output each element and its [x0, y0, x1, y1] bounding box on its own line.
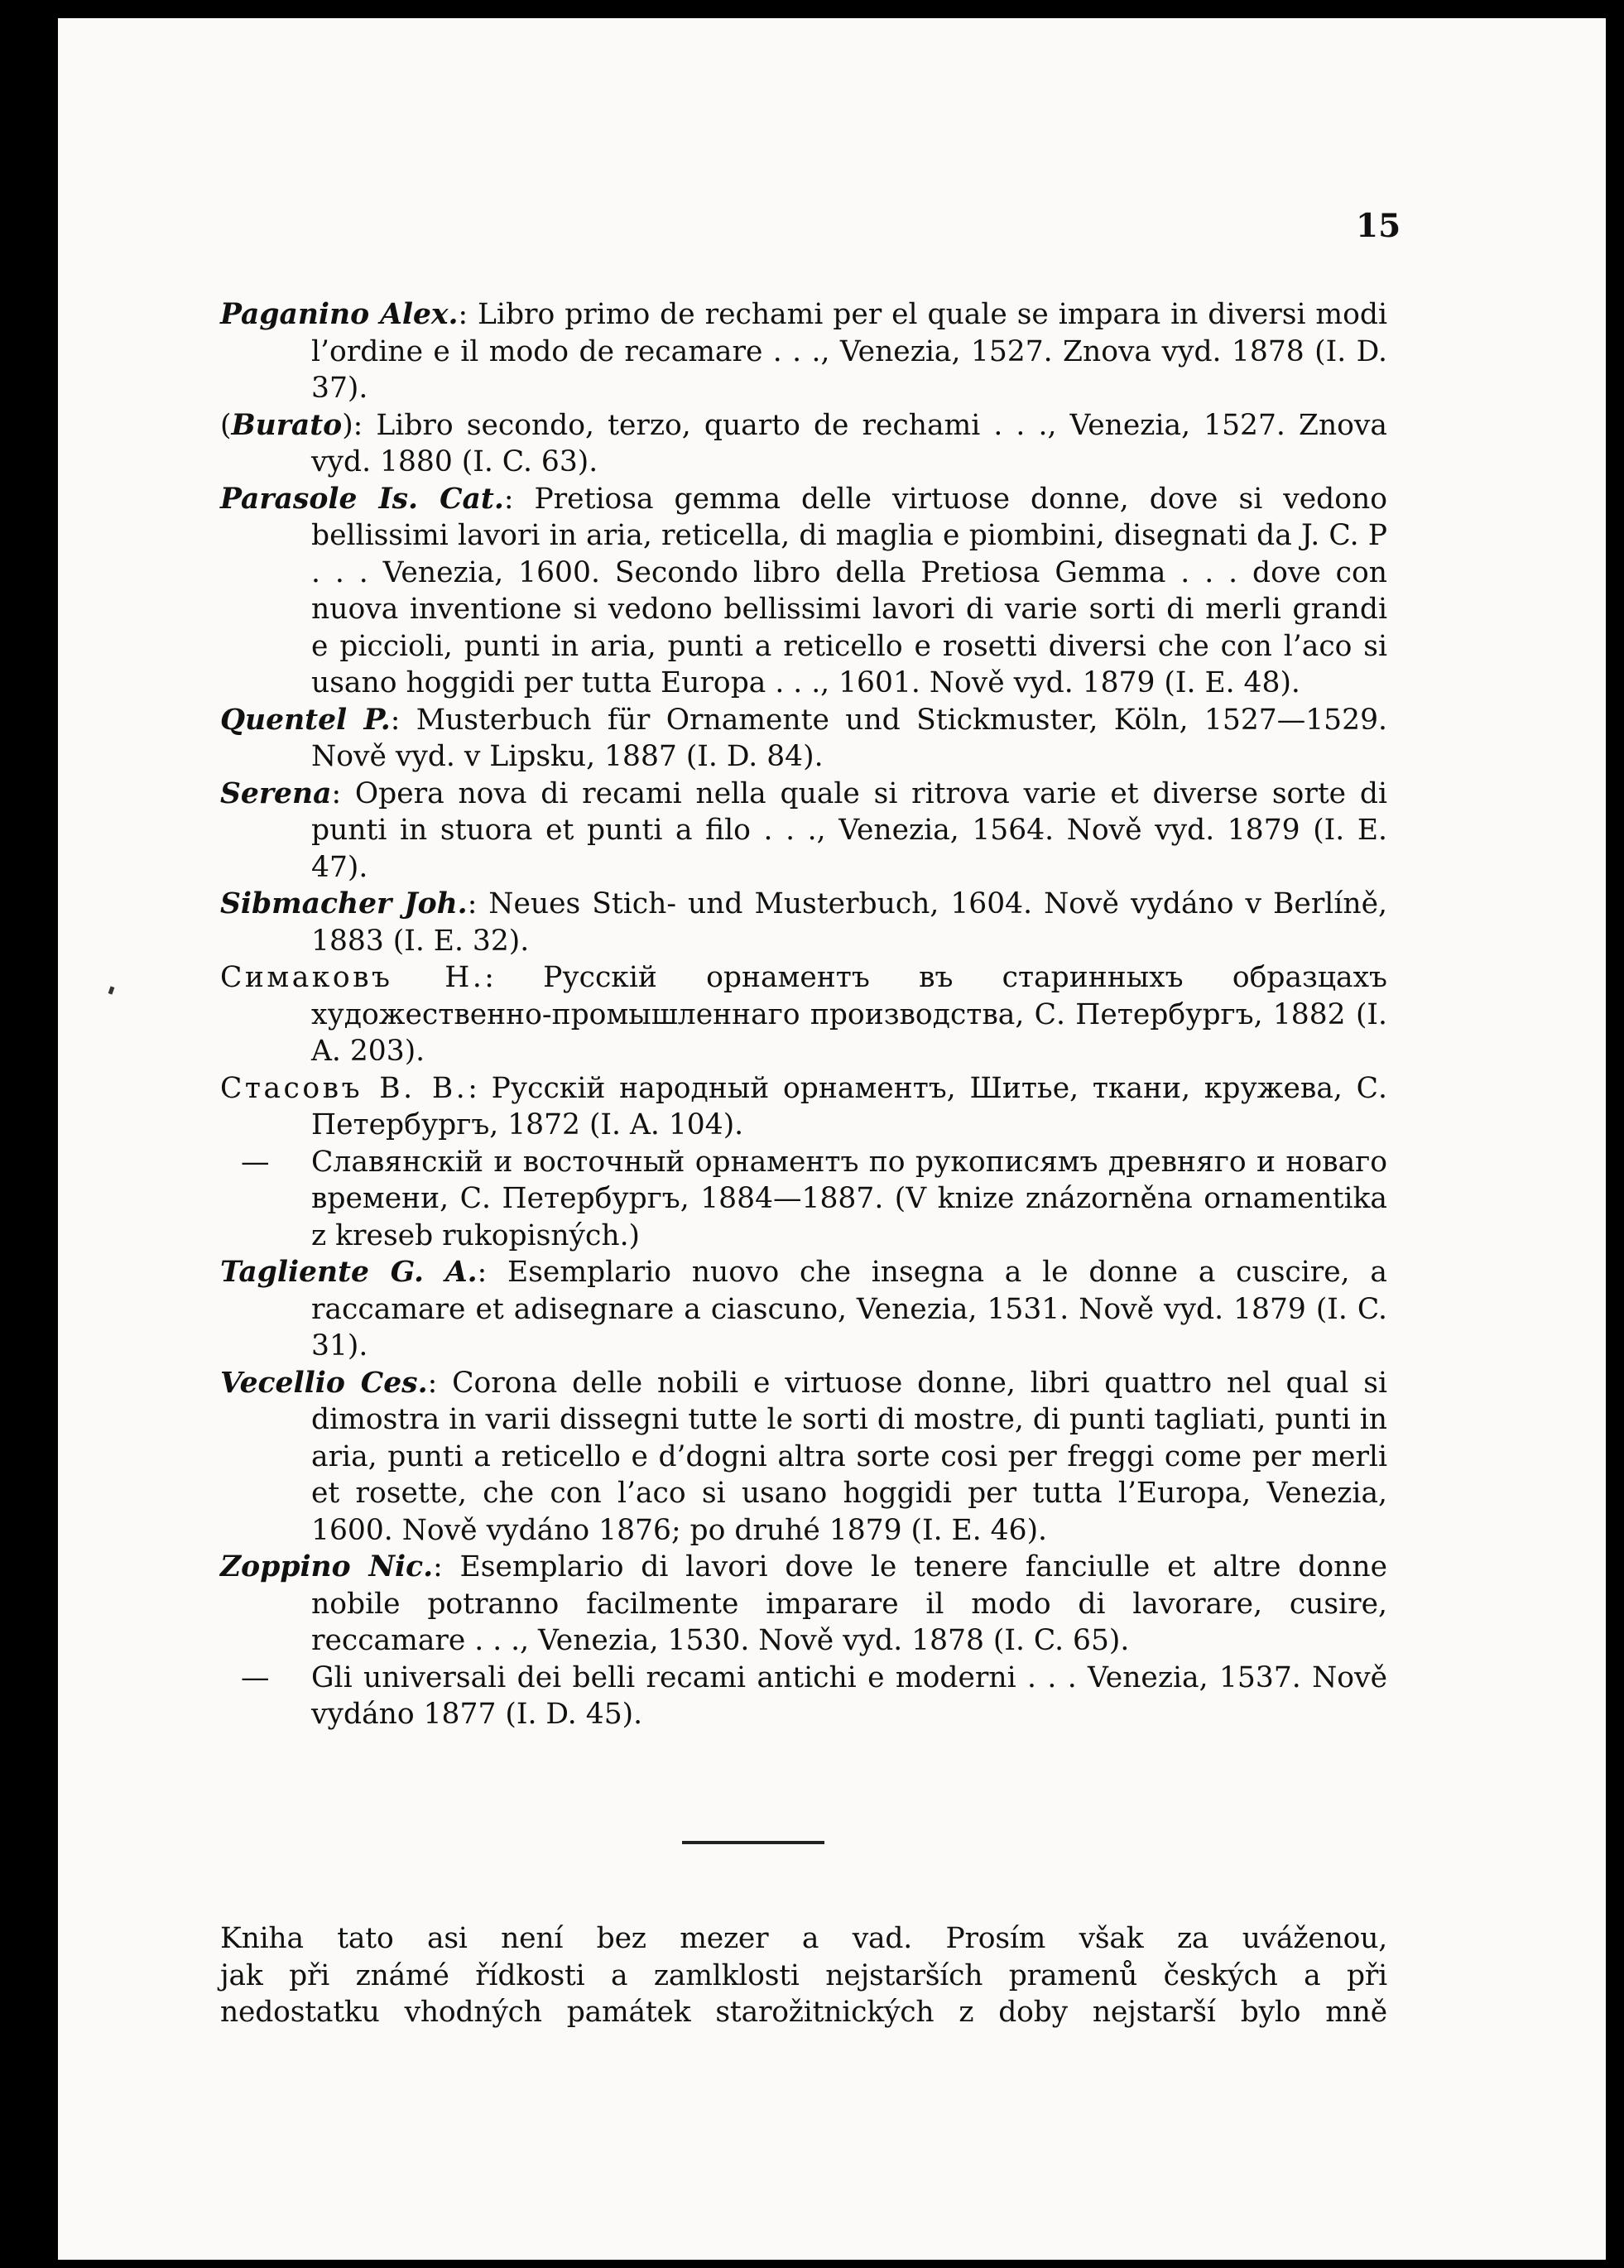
- entry-text: : Русскій орнаментъ въ старинныхъ образцахъ художественно-промышленнаго производства, С. Петербургъ, 1882 (I. A. 203).: [311, 961, 1387, 1068]
- ditto-dash: —: [241, 1145, 270, 1179]
- bibliography-entry: [220, 1070, 1387, 1144]
- entry-author: Paganino Alex.: [220, 298, 459, 331]
- bibliography-list: [220, 296, 1387, 1733]
- entry-text: : Opera nova di recami nella quale si ritrova varie et diverse sorte di punti in stuora et punti a filo . . ., Venezia, 1564. Nově vyd. 1879 (I. E. 47).: [311, 776, 1387, 884]
- page-number: 15: [1356, 207, 1401, 245]
- entry-text: : Libro secondo, terzo, quarto de rechami . . ., Venezia, 1527. Znova vyd. 1880 (I. C. 63).: [311, 408, 1387, 478]
- bibliography-entry: [220, 1144, 1387, 1255]
- ditto-dash: —: [241, 1660, 270, 1694]
- closing-line: jak při známé řídkosti a zamlklosti nejstarších pramenů českých a při: [220, 1958, 1387, 1992]
- entry-author: Стасовъ В. В.: [220, 1071, 468, 1105]
- entry-text: : Corona delle nobili e virtuose donne, libri quattro nel qual si dimostra in varii dissegni tutte le sorti di mostre, di punti tagliati, punti in aria, punti a reticello e d’dogni altra sorte cosi per freggi come per merli et rosette, che con l’aco si usano hoggidi per tutta l’Europa, Venezia, 1600. Nově vydáno 1876; po druhé 1879 (I. E. 46).: [311, 1366, 1387, 1547]
- bibliography-entry: (Burato): Libro secondo, terzo, quarto de rechami . . ., Venezia, 1527. Znova vyd. 1880 (I. C. 63).: [220, 408, 1387, 478]
- entry-author: Zoppino Nic.: [220, 1550, 434, 1583]
- entry-text: : Esemplario nuovo che insegna a le donne a cuscire, a raccamare et adisegnare a ciascuno, Venezia, 1531. Nově vyd. 1879 (I. C. 31).: [311, 1256, 1387, 1362]
- entry-text: : Esemplario di lavori dove le tenere fanciulle et altre donne nobile potranno facilmente imparare il modo di lavorare, cusire, reccamare . . ., Venezia, 1530. Nově vyd. 1878 (I. C. 65).: [311, 1550, 1388, 1657]
- bibliography-entry: [220, 1660, 1387, 1733]
- bibliography-entry: [220, 776, 1387, 887]
- entry-text: : Neues Stich- und Musterbuch, 1604. Nově vydáno v Berlíně, 1883 (I. E. 32).: [311, 887, 1387, 958]
- ink-speck: [108, 986, 115, 994]
- closing-paragraph: [220, 1920, 1387, 2031]
- bibliography-entry: [220, 1549, 1387, 1660]
- entry-text: Славянскій и восточный орнаментъ по рукописямъ древняго и новаго времени, С. Петербургъ, 1884—1887. (V knize znázorněna ornamentika z kreseb rukopisných.): [311, 1145, 1387, 1252]
- bibliography-entry: [220, 702, 1387, 776]
- bibliography-entry: [220, 886, 1387, 959]
- entry-text: : Русскій народный орнаментъ, Шитье, ткани, кружева, С. Петербургъ, 1872 (I. A. 104).: [311, 1071, 1388, 1141]
- bibliography-entry: [220, 481, 1387, 702]
- bibliography-entry: [220, 1254, 1387, 1365]
- book-page: [58, 18, 1606, 2260]
- closing-line: Kniha tato asi není bez mezer a vad. Prosím však za uváženou,: [220, 1922, 1387, 1955]
- bibliography-entry: [220, 296, 1387, 407]
- section-divider: [682, 1841, 824, 1844]
- entry-text: : Musterbuch für Ornamente und Stickmuster, Köln, 1527—1529. Nově vyd. v Lipsku, 1887 (I. D. 84).: [311, 703, 1387, 773]
- closing-line: nedostatku vhodných památek starožitnických z doby nejstarší bylo mně: [220, 1996, 1387, 2029]
- entry-author: Parasole Is. Cat.: [220, 482, 504, 516]
- entry-author: Tagliente G. A.: [220, 1256, 478, 1289]
- entry-author: Vecellio Ces.: [220, 1366, 428, 1400]
- entry-author: Burato: [231, 408, 343, 442]
- entry-author: Симаковъ Н.: [220, 961, 485, 994]
- entry-author: Serena: [220, 776, 332, 810]
- bibliography-entry: [220, 1365, 1387, 1550]
- entry-author: Sibmacher Joh.: [220, 887, 468, 920]
- entry-author: Quentel P.: [220, 703, 391, 737]
- entry-text: Gli universali dei belli recami antichi e moderni . . . Venezia, 1537. Nově vydáno 1877 (I. D. 45).: [311, 1660, 1387, 1731]
- entry-text: : Libro primo de rechami per el quale se impara in diversi modi l’ordine e il modo de recamare . . ., Venezia, 1527. Znova vyd. 1878 (I. D. 37).: [311, 298, 1387, 405]
- bibliography-entry: [220, 959, 1387, 1070]
- entry-text: : Pretiosa gemma delle virtuose donne, dove si vedono bellissimi lavori in aria, reticella, di maglia e piombini, disegnati da J. C. P . . . Venezia, 1600. Secondo libro della Pretiosa Gemma . . . dove con nuova inventione si vedono bellissimi lavori di varie sorti di merli grandi e piccioli, punti in aria, punti a reticello e rosetti diversi che con l’aco si usano hoggidi per tutta Europa . . ., 1601. Nově vyd. 1879 (I. E. 48).: [311, 482, 1387, 699]
